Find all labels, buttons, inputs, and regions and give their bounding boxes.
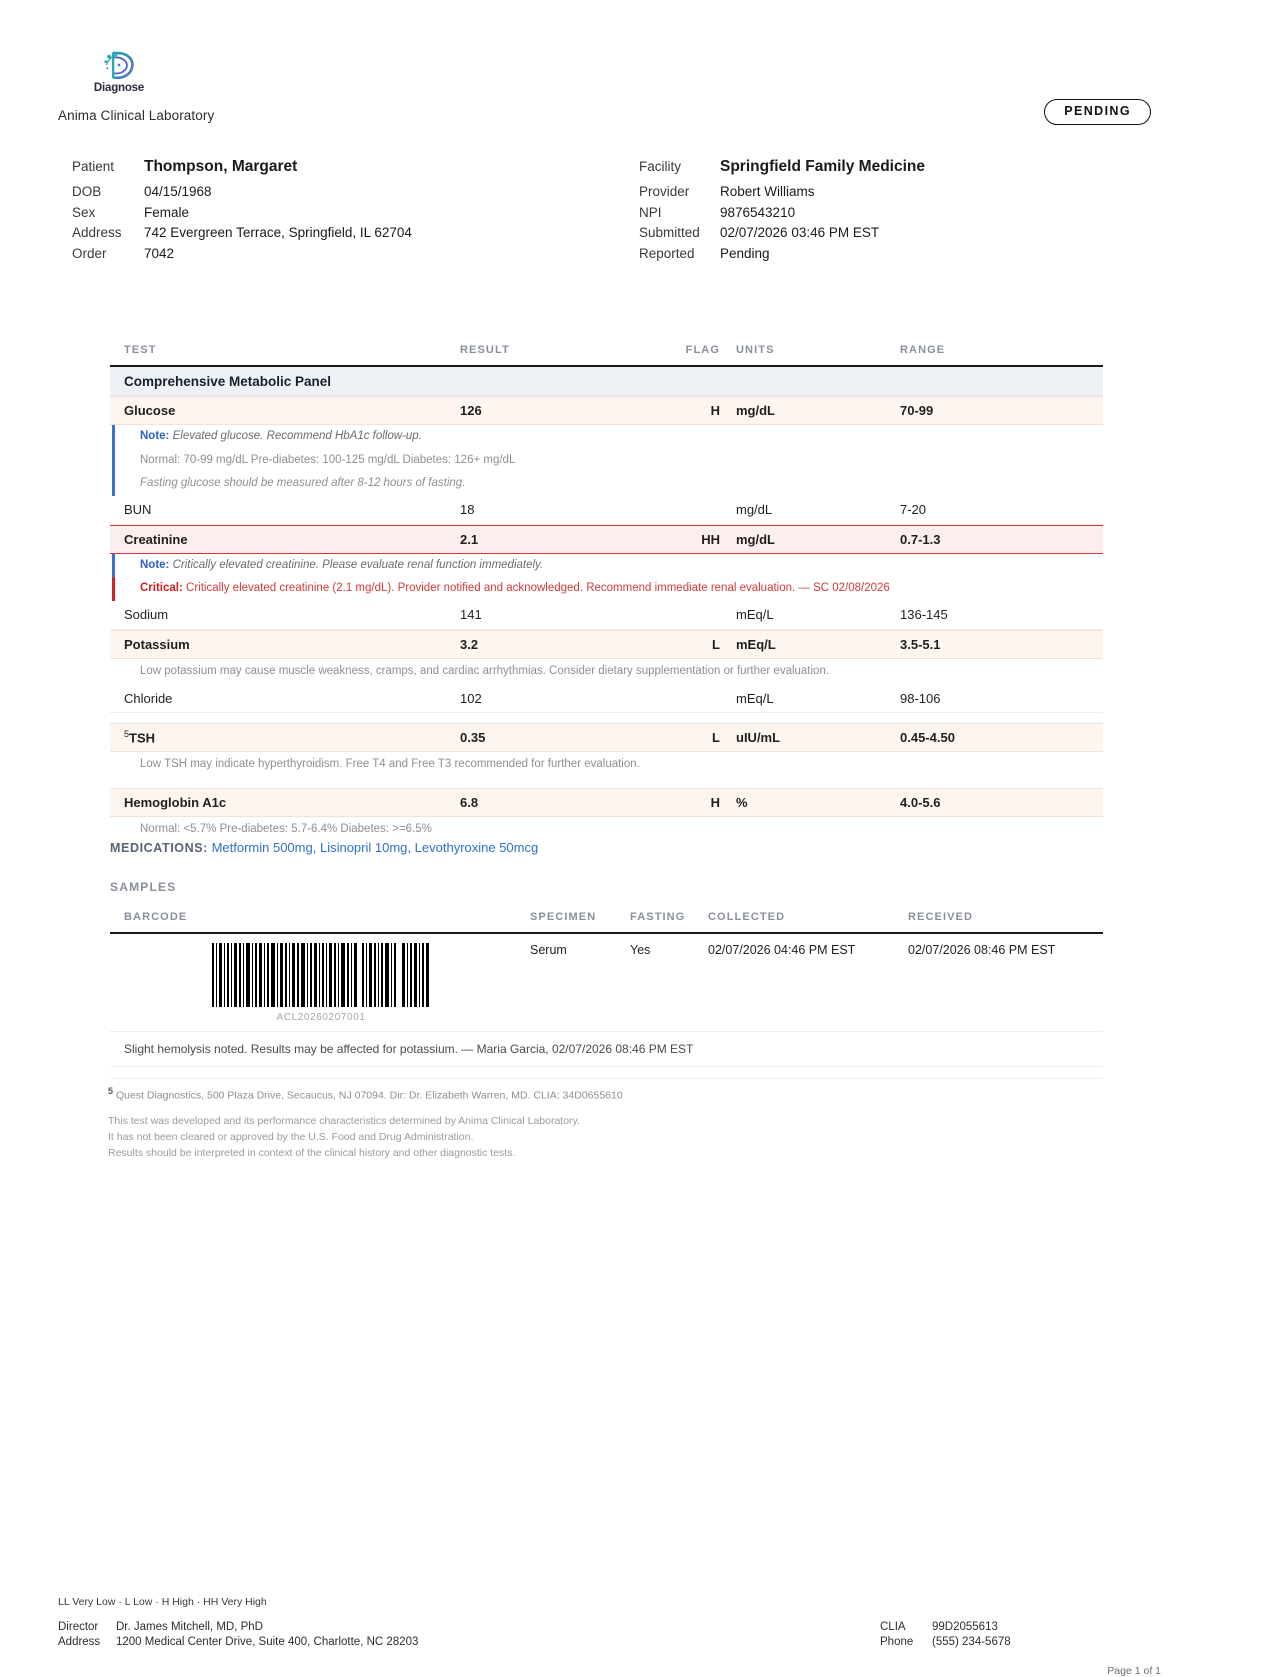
- note-text: Critically elevated creatinine. Please evaluate renal function immediately.: [172, 558, 544, 571]
- medication-item[interactable]: Metformin 500mg: [211, 840, 313, 855]
- reported-row: [639, 246, 925, 261]
- column-header-range: RANGE: [900, 344, 946, 356]
- medication-separator: ,: [407, 840, 412, 855]
- test-range: 7-20: [900, 502, 927, 518]
- medication-item[interactable]: Levothyroxine 50mcg: [414, 840, 539, 855]
- results-table: [110, 344, 1103, 842]
- specimen-value: Serum: [530, 943, 567, 957]
- patient-order-row: [72, 246, 412, 261]
- facility-name-row: [639, 158, 925, 176]
- address-label: Address: [72, 225, 122, 240]
- test-name: Sodium: [124, 607, 169, 623]
- submitted-value: 02/07/2026 03:46 PM EST: [720, 225, 880, 240]
- submitted-label: Submitted: [639, 225, 700, 240]
- clia-value: 99D2055613: [932, 1621, 998, 1633]
- note-line: [110, 425, 1103, 449]
- sex-value: Female: [144, 204, 190, 220]
- barcode-cell: [110, 943, 530, 1023]
- table-row: [110, 788, 1103, 817]
- test-range: 4.0-5.6: [900, 794, 941, 810]
- table-row: [110, 601, 1103, 630]
- disclaimer-line-3: Results should be interpreted in context of the clinical history and other diagnostic tests.: [108, 1147, 516, 1160]
- reported-value: Pending: [720, 245, 770, 261]
- disclaimer-line-1: This test was developed and its performance characteristics determined by Anima Clinical Laboratory.: [108, 1114, 580, 1127]
- facility-name-value: Springfield Family Medicine: [720, 158, 925, 175]
- table-row: [110, 723, 1103, 752]
- test-name: Creatinine: [124, 531, 188, 547]
- row-spacer: [110, 713, 1103, 723]
- test-name: Potassium: [124, 636, 190, 652]
- footer-phone-row: [880, 1636, 1011, 1648]
- column-header-barcode: BARCODE: [124, 911, 188, 923]
- footer-address-value: 1200 Medical Center Drive, Suite 400, Charlotte, NC 28203: [116, 1636, 419, 1648]
- test-units: uIU/mL: [736, 730, 781, 746]
- critical-key: Critical:: [140, 582, 183, 595]
- note-comment-line: [110, 472, 1103, 496]
- results-table-header: [110, 344, 1103, 367]
- patient-info-block: [72, 158, 412, 266]
- footnotes-section: [108, 1086, 1108, 1161]
- report-meta: [0, 158, 1275, 288]
- test-units: mg/dL: [736, 403, 775, 418]
- footer-right-block: [880, 1621, 1011, 1651]
- order-value: 7042: [144, 245, 175, 261]
- dob-label: DOB: [72, 184, 102, 199]
- laboratory-name: Anima Clinical Laboratory: [58, 108, 215, 123]
- reported-label: Reported: [639, 245, 695, 261]
- note-line: [110, 554, 1103, 578]
- received-value: 02/07/2026 08:46 PM EST: [908, 943, 1056, 957]
- column-header-flag: FLAG: [685, 344, 720, 356]
- test-result: 126: [460, 403, 482, 418]
- test-name: Chloride: [124, 690, 173, 706]
- note-key: Note:: [140, 430, 170, 442]
- footnote-reference-text: Quest Diagnostics, 500 Plaza Drive, Secaucus, NJ 07094. Dir: Dr. Elizabeth Warren, MD. CLIA: 34D0655610: [115, 1089, 623, 1102]
- note-key: Note:: [140, 558, 170, 571]
- report-header: [0, 0, 1275, 130]
- column-header-specimen: SPECIMEN: [530, 911, 597, 923]
- patient-name-row: [72, 158, 412, 176]
- patient-name-value: Thompson, Margaret: [144, 158, 298, 175]
- diagnose-d-logo-icon: [99, 48, 139, 82]
- note-reference-line: [110, 449, 1103, 473]
- footnote-marker: 5: [124, 729, 130, 740]
- table-row: [110, 934, 1103, 1032]
- order-label: Order: [72, 245, 107, 261]
- phone-label: Phone: [880, 1636, 914, 1648]
- samples-section: [110, 880, 1103, 1079]
- test-range: 136-145: [900, 607, 948, 623]
- tsh-comment: Low TSH may indicate hyperthyroidism. Free T4 and Free T3 recommended for further evaluation.: [140, 758, 640, 771]
- test-flag: L: [712, 730, 720, 746]
- glucose-notes: [110, 425, 1103, 496]
- patient-dob-row: [72, 184, 412, 199]
- test-units: mEq/L: [736, 636, 776, 652]
- critical-text: Critically elevated creatinine (2.1 mg/dL). Provider notified and acknowledged. Recommend immediate renal evaluation. — SC 02/08/2026: [186, 582, 890, 595]
- medications-line: [110, 840, 1103, 855]
- medication-separator: ,: [312, 840, 317, 855]
- facility-label: Facility: [639, 159, 682, 174]
- test-range: 0.7-1.3: [900, 531, 941, 547]
- disclaimer-line-2: It has not been cleared or approved by the U.S. Food and Drug Administration.: [108, 1130, 474, 1143]
- test-range: 70-99: [900, 403, 934, 418]
- test-range: 3.5-5.1: [900, 636, 941, 652]
- column-header-test: TEST: [124, 344, 157, 356]
- submitted-row: [639, 225, 925, 240]
- test-units: mg/dL: [736, 502, 773, 518]
- npi-label: NPI: [639, 204, 662, 220]
- panel-name: Comprehensive Metabolic Panel: [124, 373, 332, 389]
- fasting-value: Yes: [630, 943, 651, 957]
- test-name: TSH: [129, 730, 156, 746]
- test-flag: L: [712, 636, 720, 652]
- test-units: %: [736, 794, 748, 810]
- column-header-fasting: FASTING: [630, 911, 686, 923]
- test-flag: H: [710, 794, 720, 810]
- director-value: Dr. James Mitchell, MD, PhD: [116, 1621, 263, 1633]
- test-name: BUN: [124, 502, 152, 518]
- test-result: 141: [460, 607, 482, 623]
- director-label: Director: [58, 1621, 99, 1633]
- patient-sex-row: [72, 205, 412, 220]
- table-row: [110, 396, 1103, 425]
- test-result: 102: [460, 690, 482, 706]
- barcode-value: ACL20260207001: [276, 1012, 366, 1023]
- row-spacer: [110, 778, 1103, 788]
- samples-table-header: [110, 911, 1103, 934]
- table-row: [110, 496, 1103, 525]
- collected-value: 02/07/2026 04:46 PM EST: [708, 943, 856, 957]
- table-row: [110, 630, 1103, 659]
- footer-director-row: [58, 1621, 418, 1633]
- column-header-collected: COLLECTED: [708, 911, 786, 923]
- note-comment-text: Fasting glucose should be measured after 8-12 hours of fasting.: [140, 477, 466, 490]
- a1c-reference: Normal: <5.7% Pre-diabetes: 5.7-6.4% Diabetes: >=6.5%: [140, 822, 432, 835]
- test-result: 3.2: [460, 636, 479, 652]
- footer-left-block: [58, 1621, 418, 1651]
- provider-value: Robert Williams: [720, 184, 815, 199]
- test-flag: H: [710, 403, 720, 418]
- facility-info-block: [639, 158, 925, 266]
- test-result: 18: [460, 502, 475, 518]
- footnote-reference: [108, 1086, 1108, 1102]
- lab-logo: [88, 48, 150, 95]
- note-reference-text: Normal: 70-99 mg/dL Pre-diabetes: 100-125 mg/dL Diabetes: 126+ mg/dL: [140, 453, 516, 466]
- barcode-icon: [212, 943, 430, 1007]
- samples-title: SAMPLES: [110, 880, 177, 894]
- test-units: mEq/L: [736, 607, 774, 623]
- test-name: Hemoglobin A1c: [124, 794, 227, 810]
- medication-item[interactable]: Lisinopril 10mg: [319, 840, 408, 855]
- test-result: 6.8: [460, 794, 479, 810]
- patient-address-row: [72, 225, 412, 240]
- patient-label: Patient: [72, 159, 115, 174]
- footer-clia-row: [880, 1621, 1011, 1633]
- column-header-units: UNITS: [736, 344, 775, 356]
- table-row: [110, 684, 1103, 713]
- page-number: Page 1 of 1: [1107, 1665, 1161, 1677]
- flag-legend: LL Very Low · L Low · H High · HH Very High: [58, 1596, 267, 1608]
- npi-value: 9876543210: [720, 204, 796, 220]
- provider-row: [639, 184, 925, 199]
- note-text: Elevated glucose. Recommend HbA1c follow-up.: [172, 430, 422, 442]
- sex-label: Sex: [72, 204, 96, 220]
- test-result: 0.35: [460, 730, 486, 746]
- medications-label: MEDICATIONS:: [110, 841, 208, 855]
- test-units: mg/dL: [736, 531, 775, 547]
- footer-address-label: Address: [58, 1636, 101, 1648]
- panel-header-row: [110, 367, 1103, 396]
- creatinine-notes: [110, 554, 1103, 601]
- phone-value: (555) 234-5678: [932, 1636, 1011, 1648]
- test-range: 0.45-4.50: [900, 730, 955, 746]
- test-range: 98-106: [900, 690, 941, 706]
- column-header-received: RECEIVED: [908, 911, 974, 923]
- provider-label: Provider: [639, 184, 690, 199]
- sample-note: Slight hemolysis noted. Results may be affected for potassium. — Maria Garcia, 02/07/2026 08:46 PM EST: [110, 1032, 1103, 1067]
- potassium-comment: Low potassium may cause muscle weakness, cramps, and cardiac arrhythmias. Consider dietary supplementation or further evaluation.: [140, 664, 830, 677]
- logo-wordmark: Diagnose: [93, 82, 145, 94]
- test-result: 2.1: [460, 531, 479, 547]
- clia-label: CLIA: [880, 1621, 906, 1633]
- npi-row: [639, 205, 925, 220]
- dob-value: 04/15/1968: [144, 184, 212, 199]
- test-name-with-marker: [110, 729, 460, 745]
- address-value: 742 Evergreen Terrace, Springfield, IL 62704: [144, 225, 412, 240]
- critical-note-line: [110, 577, 1103, 601]
- samples-table-footer: [110, 1067, 1103, 1079]
- status-badge: PENDING: [1044, 99, 1151, 125]
- column-header-result: RESULT: [460, 344, 510, 356]
- table-row: [110, 525, 1103, 554]
- test-name: Glucose: [124, 403, 176, 418]
- test-flag: HH: [701, 531, 720, 547]
- test-units: mEq/L: [736, 690, 774, 706]
- footnote-marker: 5: [108, 1086, 114, 1096]
- footer-address-row: [58, 1636, 418, 1648]
